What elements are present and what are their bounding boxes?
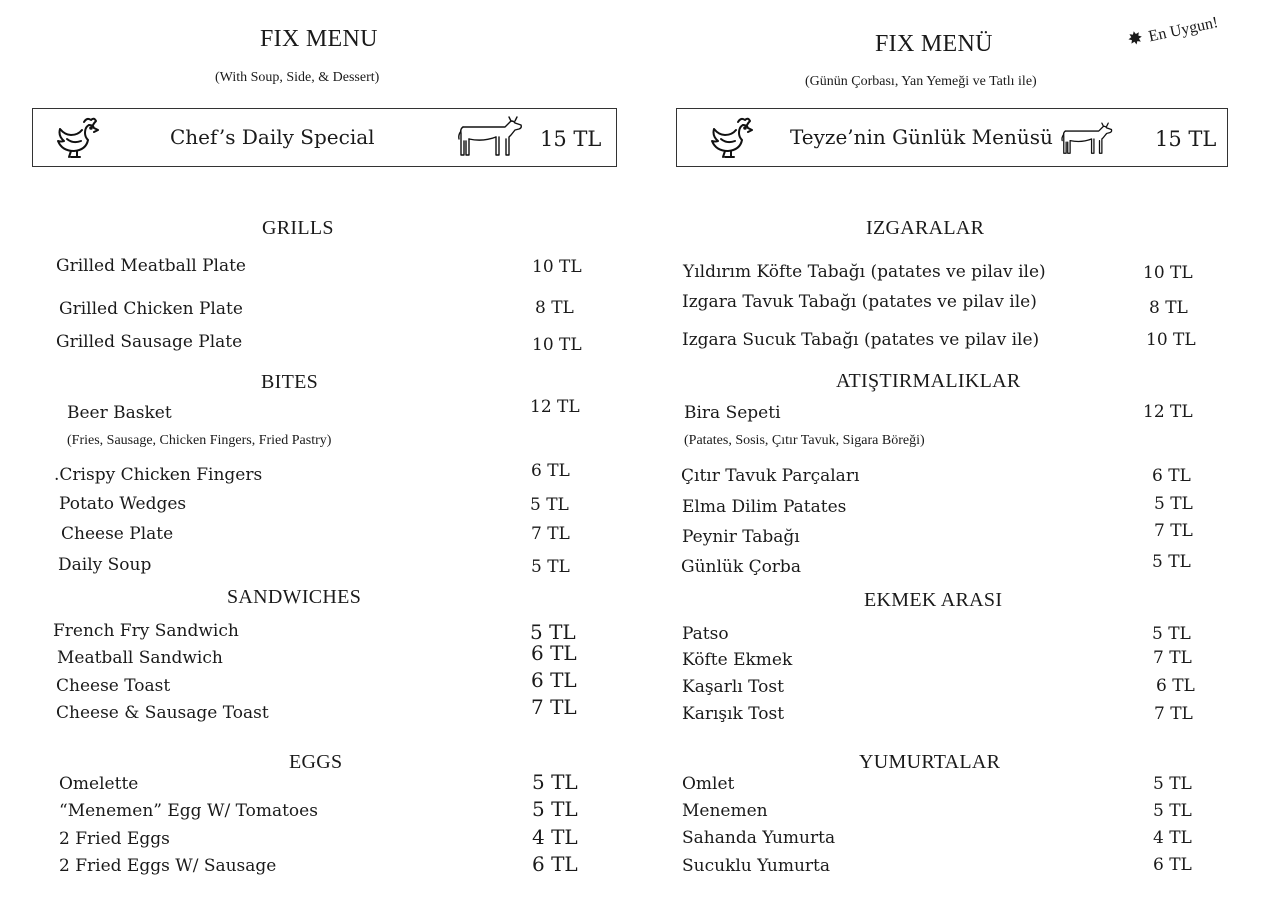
fix-menu-price: 15 TL: [1155, 127, 1217, 151]
menu-item: Grilled Meatball Plate: [56, 256, 246, 276]
menu-item-price: 7 TL: [1153, 648, 1192, 668]
menu-item-price: 7 TL: [1154, 521, 1193, 541]
menu-item: Patso: [682, 624, 729, 644]
menu-item: “Menemen” Egg W/ Tomatoes: [59, 801, 318, 821]
menu-item-price: 7 TL: [531, 524, 570, 544]
menu-item-price: 6 TL: [531, 461, 570, 481]
menu-item-price: 5 TL: [530, 620, 576, 644]
fix-menu-price: 15 TL: [540, 127, 602, 151]
menu-item-price: 12 TL: [530, 397, 580, 417]
menu-item: Potato Wedges: [59, 494, 187, 514]
menu-item: Köfte Ekmek: [682, 650, 793, 670]
cow-icon: [1059, 121, 1113, 157]
fix-menu-box: [676, 108, 1228, 167]
fix-menu-box: [32, 108, 617, 167]
fix-menu-label: Teyze’nin Günlük Menüsü: [790, 125, 1053, 149]
section-title-bites: BITES: [261, 371, 319, 393]
menu-item-price: 5 TL: [532, 797, 578, 821]
menu-item: Izgara Tavuk Tabağı (patates ve pilav ile): [682, 292, 1037, 312]
menu-item-price: 6 TL: [531, 641, 577, 665]
menu-item: Omlet: [682, 774, 735, 794]
menu-item-price: 6 TL: [1153, 855, 1192, 875]
menu-item-price: 12 TL: [1143, 402, 1193, 422]
menu-item: Grilled Chicken Plate: [59, 299, 243, 319]
section-title-eggs: YUMURTALAR: [859, 751, 1001, 773]
menu-item-price: 5 TL: [1152, 552, 1191, 572]
chicken-icon: [53, 113, 103, 163]
menu-item: Sahanda Yumurta: [682, 828, 836, 848]
fix-menu-subtitle: (Günün Çorbası, Yan Yemeği ve Tatlı ile): [805, 74, 1037, 89]
menu-item-price: 5 TL: [530, 495, 569, 515]
section-title-grills: GRILLS: [262, 217, 334, 239]
menu-item: Beer Basket: [67, 403, 172, 423]
starburst-icon: ✸: [1125, 27, 1145, 50]
menu-item: Omelette: [59, 774, 139, 794]
menu-item: Sucuklu Yumurta: [682, 856, 831, 876]
fix-menu-title: FIX MENÜ: [875, 31, 993, 57]
menu-item: Cheese & Sausage Toast: [56, 703, 269, 723]
section-title-grills: IZGARALAR: [866, 217, 985, 239]
menu-item: Elma Dilim Patates: [682, 497, 847, 517]
menu-item: Günlük Çorba: [681, 557, 801, 577]
cow-icon: [455, 115, 523, 159]
menu-item-price: 5 TL: [531, 557, 570, 577]
menu-item-price: 6 TL: [1156, 676, 1195, 696]
menu-item-price: 7 TL: [531, 695, 577, 719]
fix-menu-title: FIX MENU: [260, 26, 378, 52]
menu-item-price: 10 TL: [1146, 330, 1196, 350]
menu-item: Yıldırım Köfte Tabağı (patates ve pilav ile): [683, 262, 1046, 282]
section-title-eggs: EGGS: [289, 751, 343, 773]
menu-item-note: (Patates, Sosis, Çıtır Tavuk, Sigara Böreği): [684, 433, 925, 448]
menu-item-price: 10 TL: [532, 257, 582, 277]
menu-item-price: 7 TL: [1154, 704, 1193, 724]
menu-item: Cheese Toast: [56, 676, 171, 696]
section-title-sandwiches: SANDWICHES: [227, 586, 362, 608]
menu-item-price: 10 TL: [1143, 263, 1193, 283]
section-title-sandwiches: EKMEK ARASI: [864, 589, 1003, 611]
menu-item: .Crispy Chicken Fingers: [54, 465, 263, 485]
menu-column-turkish: [637, 0, 1274, 900]
menu-item-price: 5 TL: [1153, 801, 1192, 821]
menu-item-price: 5 TL: [1153, 774, 1192, 794]
chicken-icon: [707, 113, 757, 163]
menu-item-price: 4 TL: [1153, 828, 1192, 848]
menu-item: Kaşarlı Tost: [682, 677, 784, 697]
menu-item: Menemen: [682, 801, 768, 821]
menu-item-price: 8 TL: [535, 298, 574, 318]
menu-item-price: 8 TL: [1149, 298, 1188, 318]
menu-item-price: 10 TL: [532, 335, 582, 355]
menu-item: Karışık Tost: [682, 704, 785, 724]
menu-item: Bira Sepeti: [684, 403, 781, 423]
menu-item-price: 4 TL: [532, 825, 578, 849]
menu-item: 2 Fried Eggs: [59, 829, 170, 849]
menu-item: 2 Fried Eggs W/ Sausage: [59, 856, 277, 876]
menu-item-price: 5 TL: [532, 770, 578, 794]
menu-item: Daily Soup: [58, 555, 152, 575]
menu-item: French Fry Sandwich: [53, 621, 239, 641]
menu-item-price: 6 TL: [531, 668, 577, 692]
menu-item: Çıtır Tavuk Parçaları: [681, 466, 860, 486]
menu-item: Izgara Sucuk Tabağı (patates ve pilav ile): [682, 330, 1040, 350]
best-deal-label: En Uygun!: [1147, 14, 1220, 46]
menu-item-price: 6 TL: [1152, 466, 1191, 486]
menu-item: Grilled Sausage Plate: [56, 332, 243, 352]
menu-item: Cheese Plate: [61, 524, 174, 544]
menu-item-note: (Fries, Sausage, Chicken Fingers, Fried Pastry): [67, 433, 332, 448]
menu-item-price: 5 TL: [1154, 494, 1193, 514]
fix-menu-label: Chef’s Daily Special: [170, 125, 375, 149]
section-title-bites: ATIŞTIRMALIKLAR: [836, 370, 1021, 392]
menu-item: Peynir Tabağı: [682, 527, 800, 547]
menu-item-price: 5 TL: [1152, 624, 1191, 644]
menu-item-price: 6 TL: [532, 852, 578, 876]
menu-item: Meatball Sandwich: [57, 648, 223, 668]
fix-menu-subtitle: (With Soup, Side, & Dessert): [215, 70, 380, 85]
